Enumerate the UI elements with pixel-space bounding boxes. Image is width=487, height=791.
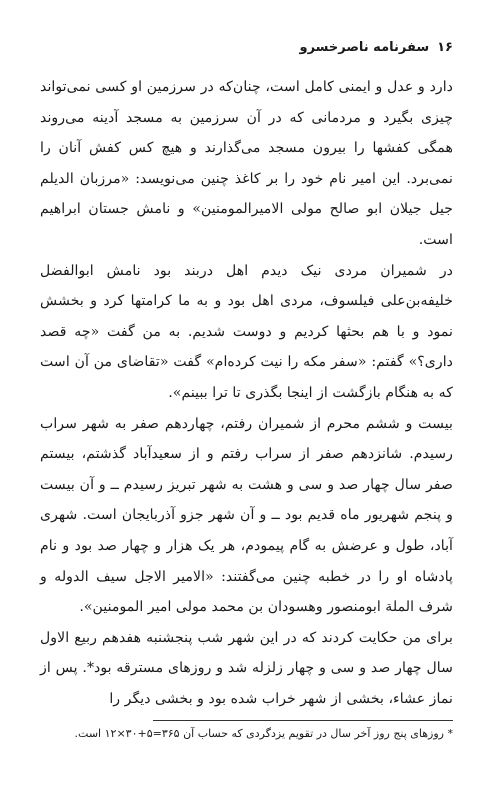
paragraph-2: در شمیران مردی نیک دیدم اهل دربند بود نامش ابوالفضل خلیفه‌بن‌علی فیلسوف، مردی اهل بود و به ما کرامتها کرد و بخشش نمود و با هم بحثها کردیم و دوست شدیم. به من گفت «چه قصد داری؟» گفتم: «سفر مکه را نیت کرده‌ام» گفت «تقاضای من آن است که به هنگام بازگشت از اینجا بگذری تا ترا ببینم». — [40, 262, 453, 401]
page-number: ۱۶ — [437, 39, 453, 55]
footnote: * روزهای پنج روز آخر سال در تقویم یزدگردی که حساب آن ۳۶۵=۵+۳۰×۱۲ است. — [74, 727, 453, 740]
footnote-divider — [153, 720, 453, 721]
running-title: سفرنامه ناصرخسرو — [299, 39, 430, 55]
paragraph-1: دارد و عدل و ایمنی کامل است، چنان‌که در سرزمین او کسی نمی‌تواند چیزی بگیرد و مردمانی که در آن سرزمین به مسجد آدینه می‌روند همگی کفشها را بیرون مسجد می‌گذارند و هیچ کس کفش آنان را نمی‌برد. این امیر نام خود را بر کاغذ چنین می‌نویسد: «مرزبان الدیلم جیل جیلان ابو صالح مولی الامیرالمومنین» و نامش جستان ابراهیم است. — [40, 79, 453, 248]
paragraph-3: بیست و ششم محرم از شمیران رفتم، چهاردهم صفر به شهر سراب رسیدم. شانزدهم صفر از سراب رفتم و از سعیدآباد گذشتم، بیستم صفر سال چهار صد و سی و هشت به شهر تبریز رسیدم ــ و آن بیست و پنجم شهریور ماه قدیم بود ــ و آن شهر جزو آذربایجان است. شهری آباد، طول و عرضش به گام پیمودم، هر یک هزار و چهار صد بود و نام پادشاه او را در خطبه چنین می‌گفتند: «الامیر الاجل سیف الدوله و شرف الملة ابومنصور وهسودان بن محمد مولی امیر المومنین». — [40, 415, 453, 616]
paragraph-4: برای من حکایت کردند که در این شهر شب پنجشنبه هفدهم ربیع الاول سال چهار صد و سی و چهار زلزله شد و روزهای مسترقه بود*. پس از نماز عشاء، بخشی از شهر خراب شده بود و بخشی دیگر را — [40, 629, 453, 707]
body-text — [40, 72, 453, 714]
running-header — [34, 36, 453, 58]
